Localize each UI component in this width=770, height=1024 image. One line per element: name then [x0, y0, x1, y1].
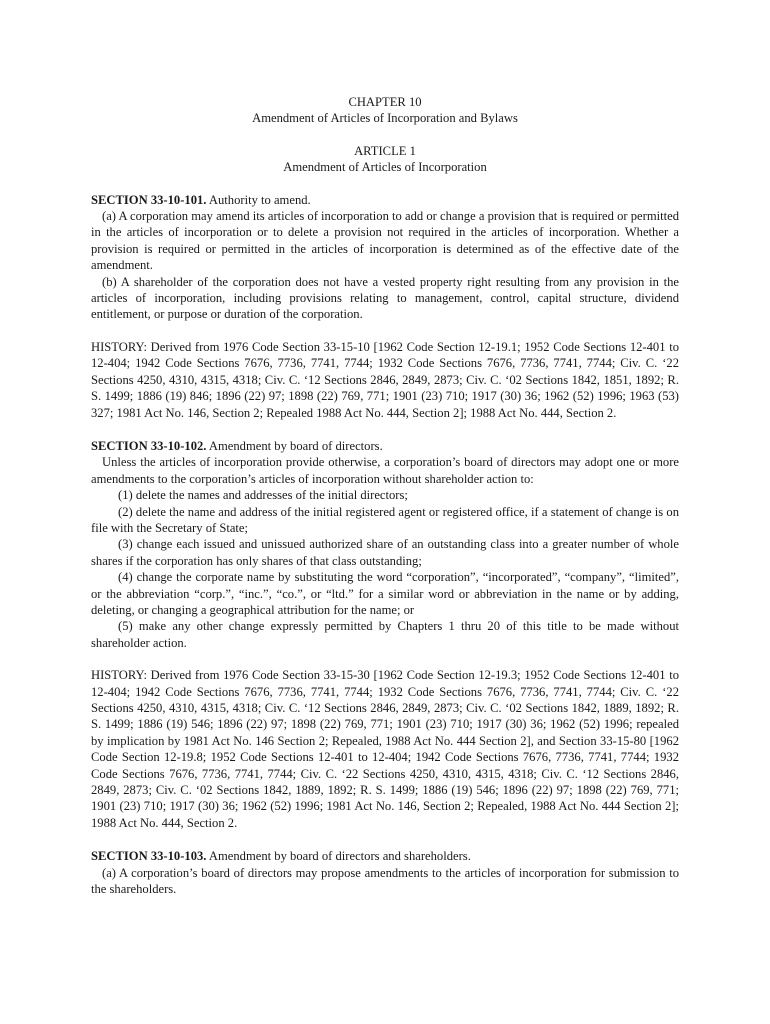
- section-heading: [91, 438, 679, 454]
- section-33-10-103: [91, 848, 679, 897]
- section-number: SECTION 33-10-102.: [91, 438, 207, 453]
- list-item: (1) delete the names and addresses of the initial directors;: [118, 488, 408, 503]
- chapter-number: CHAPTER 10: [348, 95, 422, 109]
- list-item: (3) change each issued and unissued authorized share of an outstanding class into a greater number of whole shares if the corporation has only shares of that class outstanding;: [91, 537, 679, 568]
- section-number: SECTION 33-10-103.: [91, 849, 207, 864]
- section-33-10-102: [91, 438, 679, 831]
- section-intro: Unless the articles of incorporation provide otherwise, a corporation’s board of directors may adopt one or more amendments to the corporation’s articles of incorporation without shareholder action to:: [91, 455, 679, 486]
- list-item: (2) delete the name and address of the initial registered agent or registered office, if a statement of change is on file with the Secretary of State;: [91, 504, 679, 535]
- list-item: (5) make any other change expressly permitted by Chapters 1 thru 20 of this title to be made without shareholder action.: [91, 619, 679, 650]
- section-paragraph: (a) A corporation may amend its articles of incorporation to add or change a provision that is required or permitted in the articles of incorporation or to delete a provision not required in the articles of incorporation. Whether a provision is required or permitted in the articles of incorporation is determined as of the effective date of the amendment.: [91, 209, 679, 273]
- article-number: ARTICLE 1: [354, 143, 416, 158]
- section-33-10-101: [91, 192, 679, 421]
- section-title: Amendment by board of directors and shareholders.: [206, 849, 471, 864]
- section-heading: [91, 192, 679, 208]
- section-paragraph: (a) A corporation’s board of directors may propose amendments to the articles of incorporation for submission to the shareholders.: [91, 865, 679, 897]
- article-heading: [91, 143, 679, 176]
- article-title: Amendment of Articles of Incorporation: [283, 160, 487, 175]
- section-number: SECTION 33-10-101.: [91, 192, 207, 207]
- chapter-title: Amendment of Articles of Incorporation and Bylaws: [252, 111, 518, 126]
- section-history: HISTORY: Derived from 1976 Code Section 33-15-10 [1962 Code Section 12-19.1; 1952 Code Sections 12-401 to 12-404; 1942 Code Sections 7676, 7736, 7741, 7744; 1932 Code Sections 7676, 7736, 7741, 7744; Civ. C. ‘22 Sections 4250, 4310, 4315, 4318; Civ. C. ‘12 Sections 2846, 2849, 2873; Civ. C. ‘02 Sections 1842, 1851, 1892; R. S. 1499; 1886 (19) 846; 1896 (22) 97; 1898 (22) 769, 771; 1901 (23) 710; 1917 (30) 36; 1962 (52) 1996; 1963 (53) 327; 1981 Act No. 146, Section 2; Repealed 1988 Act No. 444, Section 2]; 1988 Act No. 444, Section 2.: [91, 339, 679, 420]
- section-title: Amendment by board of directors.: [206, 438, 383, 453]
- list-item: (4) change the corporate name by substituting the word “corporation”, “incorporated”, “company”, “limited”, or the abbreviation “corp.”, “inc.”, “co.”, or “ltd.” for a similar word or abbreviation in the name or by adding, deleting, or changing a geographical attribution for the name; or: [91, 570, 679, 617]
- section-title: Authority to amend.: [206, 192, 311, 207]
- section-heading: [91, 848, 679, 864]
- section-paragraph: (b) A shareholder of the corporation does not have a vested property right resulting from any provision in the articles of incorporation, including provisions relating to management, control, capital structure, dividend entitlement, or purpose or duration of the corporation.: [91, 274, 679, 322]
- chapter-heading: [91, 94, 679, 127]
- section-history: HISTORY: Derived from 1976 Code Section 33-15-30 [1962 Code Section 12-19.3; 1952 Code Sections 12-401 to 12-404; 1942 Code Sections 7676, 7736, 7741, 7744; 1932 Code Sections 7676, 7736, 7741, 7744; Civ. C. ‘22 Sections 4250, 4310, 4315, 4318; Civ. C. ‘12 Sections 2846, 2849, 2873; Civ. C. ‘02 Sections 1842, 1889, 1892; R. S. 1499; 1886 (19) 546; 1896 (22) 97; 1898 (22) 769, 771; 1901 (23) 710; 1917 (30) 36; 1962 (52) 1996; repealed by implication by 1981 Act No. 146 Section 2; Repealed, 1988 Act No. 444 Section 2], and Section 33-15-80 [1962 Code Section 12-19.8; 1952 Code Sections 12-401 to 12-404; 1942 Code Sections 7676, 7736, 7741, 7744; 1932 Code Sections 7676, 7736, 7741, 7744; Civ. C. ‘22 Sections 4250, 4310, 4315, 4318; Civ. C. ‘12 Sections 2846, 2849, 2873; Civ. C. ‘02 Sections 1842, 1889, 1892; R. S. 1499; 1886 (19) 546; 1896 (22) 97; 1898 (22) 769, 771; 1901 (23) 710; 1917 (30) 36; 1962 (52) 1996; 1981 Act No. 146, Section 2; Repealed, 1988 Act No. 444 Section 2]; 1988 Act No. 444, Section 2.: [91, 668, 679, 830]
